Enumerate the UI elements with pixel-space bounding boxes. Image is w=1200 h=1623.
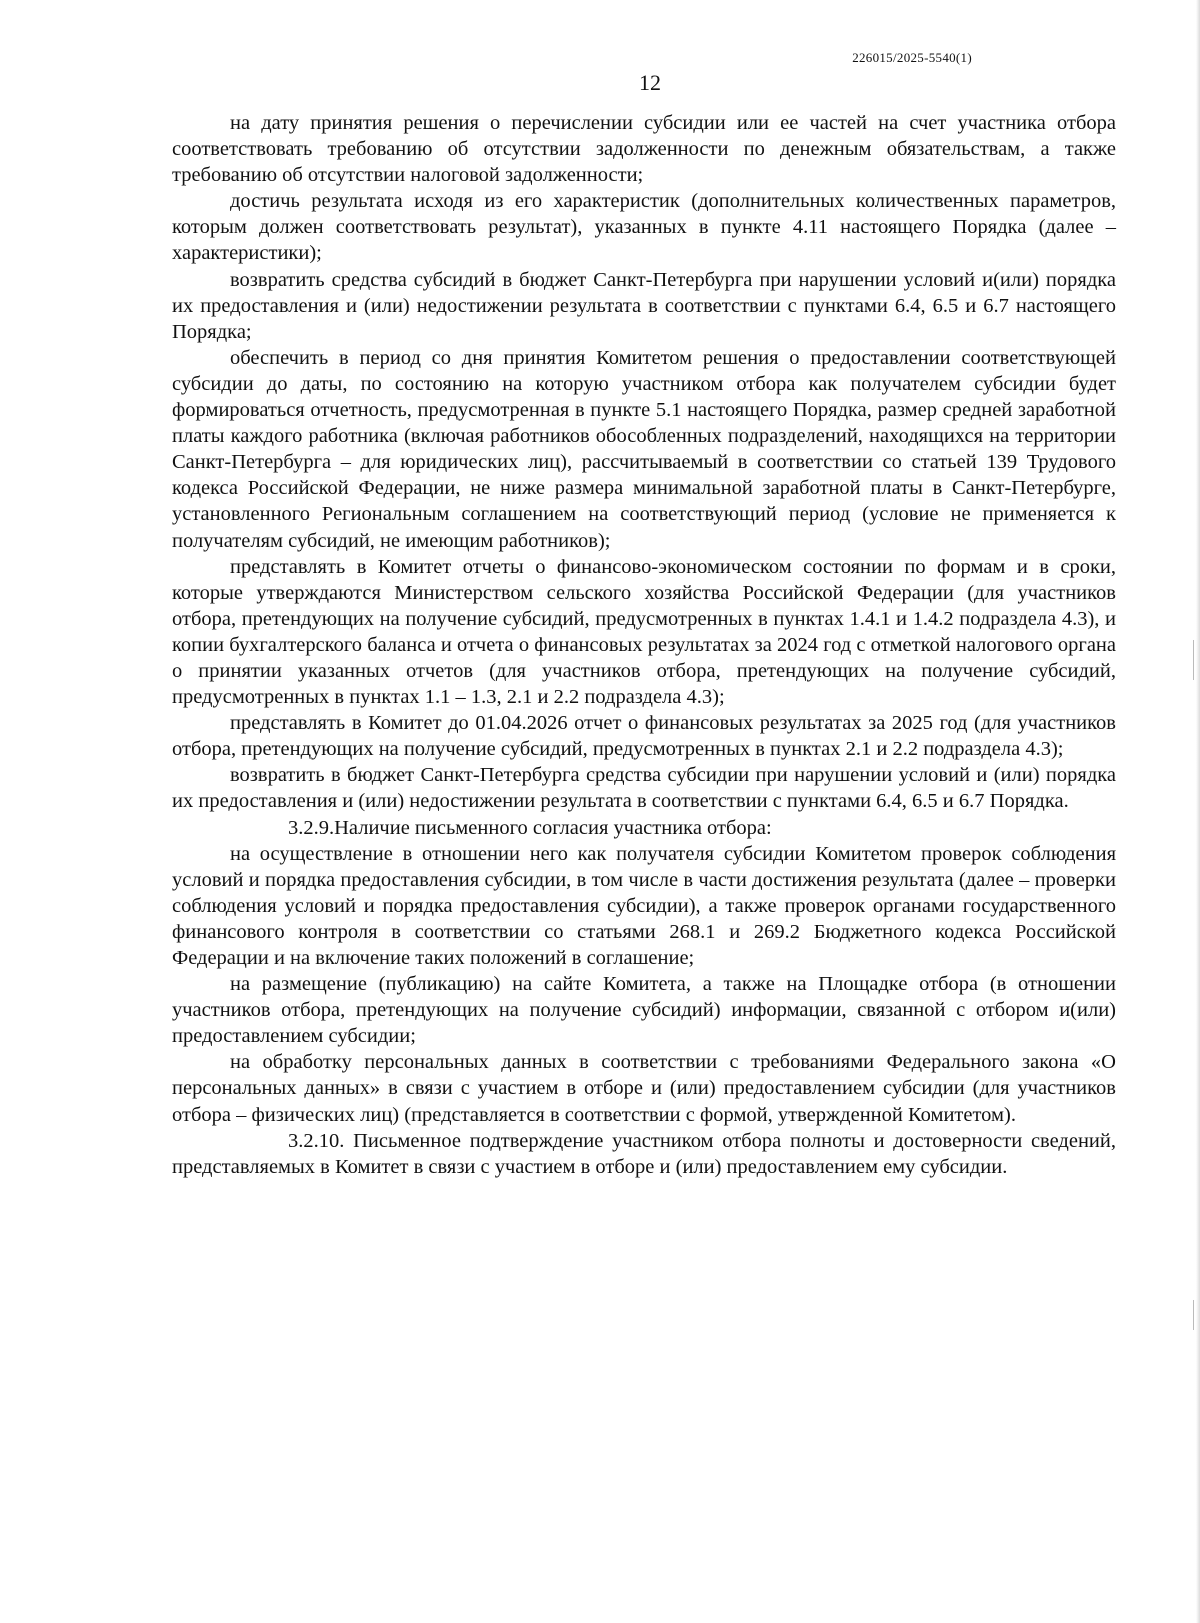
paragraph: достичь результата исходя из его характеристик (дополнительных количественных параметров, которым должен соответствовать результат), указанных в пункте 4.11 настоящего Порядка (далее – характеристики); <box>172 190 1116 265</box>
paragraph: на осуществление в отношении него как получателя субсидии Комитетом проверок соблюдения условий и порядка предоставления субсидии, в том числе в части достижения результата (далее – проверки соблюдения условий и порядка предоставления субсидии), а также проверок органами государственного финансового контроля в соответствии со статьями 268.1 и 269.2 Бюджетного кодекса Российской Федерации и на включение таких положений в соглашение; <box>172 842 1116 969</box>
paragraph: возвратить в бюджет Санкт-Петербурга средства субсидии при нарушении условий и (или) порядка их предоставления и (или) недостижении результата в соответствии с пунктами 6.4, 6.5 и 6.7 Порядка. <box>172 764 1116 813</box>
page-number: 12 <box>639 70 661 95</box>
section-number: 3.2.9. <box>288 816 335 839</box>
paragraph: на обработку персональных данных в соответствии с требованиями Федерального закона «О персональных данных» в связи с участием в отборе и (или) предоставлением субсидии (для участников отбора – физических лиц) (представляется в соответствии с формой, утвержденной Комитетом). <box>172 1051 1116 1126</box>
paragraph: представлять в Комитет отчеты о финансово-экономическом состоянии по формам и в сроки, которые утверждаются Министерством сельского хозяйства Российской Федерации (для участников отбора, претендующих на получение субсидий, предусмотренных в пунктах 1.4.1 и 1.4.2 подраздела 4.3), и копии бухгалтерского баланса и отчета о финансовых результатах за 2024 год с отметкой налогового органа о принятии указанных отчетов (для участников отбора, претендующих на получение субсидий, предусмотренных в пунктах 1.1 – 1.3, 2.1 и 2.2 подраздела 4.3); <box>172 555 1116 709</box>
document-registration-number: 226015/2025-5540(1) <box>852 50 972 65</box>
paragraph: возвратить средства субсидий в бюджет Санкт-Петербурга при нарушении условий и(или) порядка их предоставления и (или) недостижении результата в соответствии с пунктами 6.4, 6.5 и 6.7 настоящего Порядка; <box>172 268 1116 343</box>
paragraph: на размещение (публикацию) на сайте Комитета, а также на Площадке отбора (в отношении участников отбора, претендующих на получение субсидий) информации, связанной с отбором и(или) предоставлением субсидии; <box>172 973 1116 1048</box>
scan-artifact <box>1193 1300 1194 1330</box>
paragraph: представлять в Комитет до 01.04.2026 отчет о финансовых результатах за 2025 год (для участников отбора, претендующих на получение субсидий, предусмотренных в пунктах 2.1 и 2.2 подраздела 4.3); <box>172 712 1116 761</box>
section-text: Письменное подтверждение участником отбора полноты и достоверности сведений, представляемых в Комитет в связи с участием в отборе и (или) предоставлением ему субсидии. <box>172 1129 1117 1178</box>
paragraph: на дату принятия решения о перечислении субсидии или ее частей на счет участника отбора соответствовать требованию об отсутствии задолженности по денежным обязательствам, а также требованию об отсутствии налоговой задолженности; <box>172 112 1116 187</box>
section-number: 3.2.10. <box>288 1129 345 1152</box>
scan-artifact <box>1193 640 1194 680</box>
scan-edge-shadow <box>1196 0 1200 1623</box>
section-3-2-9 <box>172 815 1116 841</box>
paragraph: обеспечить в период со дня принятия Комитетом решения о предоставлении соответствующей субсидии до даты, по состоянию на которую участником отбора как получателем субсидии будет формироваться отчетность, предусмотренная в пункте 5.1 настоящего Порядка, размер средней заработной платы каждого работника (включая работников обособленных подразделений, находящихся на территории Санкт-Петербурга – для юридических лиц), рассчитываемый в соответствии со статьей 139 Трудового кодекса Российской Федерации, не ниже размера минимальной заработной платы в Санкт-Петербурге, установленного Региональным соглашением на соответствующий период (условие не применяется к получателям субсидий, не имеющим работников); <box>172 346 1116 552</box>
document-body <box>172 110 1116 1180</box>
section-3-2-10 <box>172 1128 1116 1180</box>
section-title: Наличие письменного согласия участника отбора: <box>334 816 772 839</box>
